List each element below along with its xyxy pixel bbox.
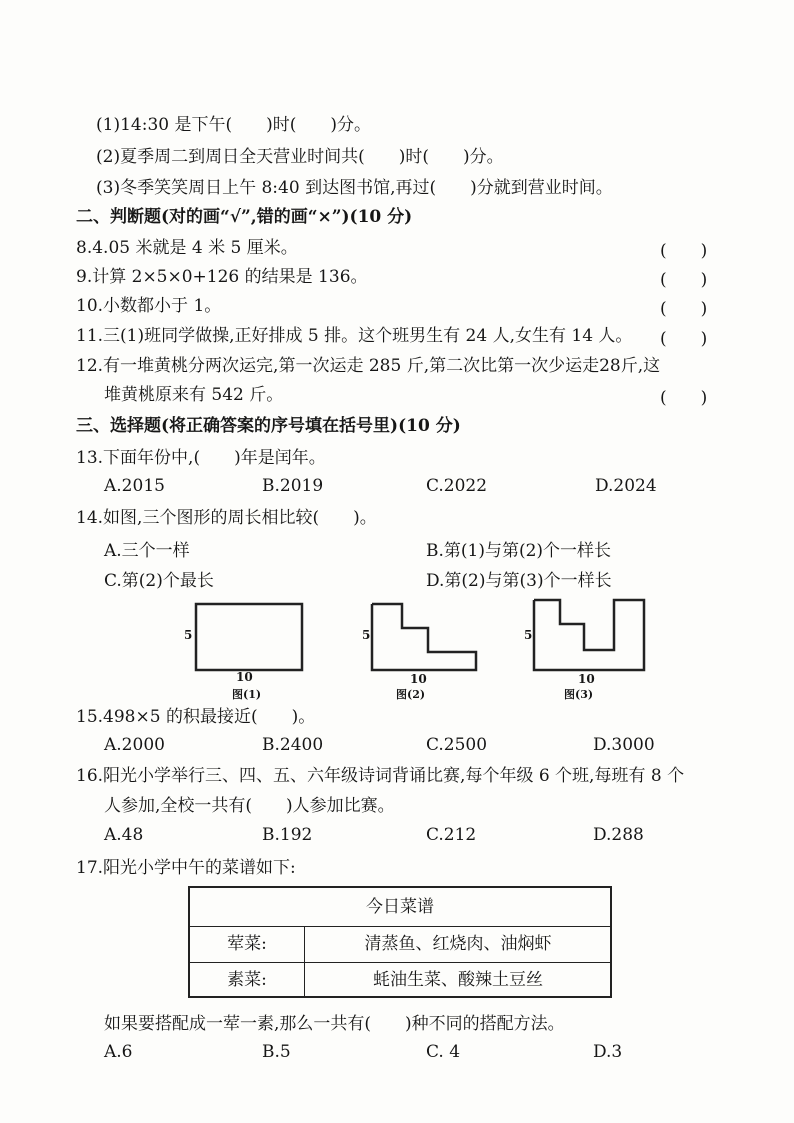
judge-item-12: 12.有一堆黄桃分两次运完,第一次运走 285 斤,第二次比第一次少运走28斤,这 [76, 356, 661, 376]
choice-question-16-line1: 16.阳光小学举行三、四、五、六年级诗词背诵比赛,每个年级 6 个班,每班有 8 个 [76, 766, 685, 786]
menu-items-veg: 蚝油生菜、酸辣土豆丝 [373, 970, 543, 990]
choice-question-16-line2: 人参加,全校一共有( )人参加比赛。 [104, 796, 395, 816]
q13-option-b[interactable]: B.2019 [262, 476, 324, 496]
figure-3-width-label: 10 [578, 672, 595, 686]
choice-question-14: 14.如图,三个图形的周长相比较( )。 [76, 508, 377, 528]
sub-question-1: (1)14:30 是下午( )时( )分。 [96, 115, 372, 135]
menu-table [188, 886, 612, 998]
figure-3-notched [534, 600, 644, 670]
menu-items-meat: 清蒸鱼、红烧肉、油焖虾 [364, 934, 552, 954]
figure-2-height-label: 5 [362, 628, 371, 642]
answer-paren-9[interactable]: ( ) [660, 270, 708, 290]
judge-item-12-cont: 堆黄桃原来有 542 斤。 [104, 385, 284, 405]
q16-option-d[interactable]: D.288 [593, 825, 644, 845]
q17-option-c[interactable]: C. 4 [426, 1042, 461, 1062]
judge-item-8: 8.4.05 米就是 4 米 5 厘米。 [76, 238, 298, 258]
answer-paren-12[interactable]: ( ) [660, 388, 708, 408]
answer-paren-10[interactable]: ( ) [660, 299, 708, 319]
judge-item-9: 9.计算 2×5×0+126 的结果是 136。 [76, 267, 368, 287]
figure-2-width-label: 10 [410, 672, 427, 686]
q14-option-a[interactable]: A.三个一样 [104, 541, 190, 561]
menu-title: 今日菜谱 [190, 888, 610, 927]
figure-1-width-label: 10 [236, 670, 253, 684]
answer-paren-8[interactable]: ( ) [660, 241, 708, 261]
menu-row-veg [190, 962, 610, 998]
section-2-title: 二、判断题(对的画“√”,错的画“×”)(10 分) [76, 207, 413, 227]
sub-question-2: (2)夏季周二到周日全天营业时间共( )时( )分。 [96, 147, 504, 167]
q16-option-c[interactable]: C.212 [426, 825, 477, 845]
q15-option-c[interactable]: C.2500 [426, 735, 488, 755]
figure-3-caption: 图(3) [564, 688, 594, 701]
q14-option-d[interactable]: D.第(2)与第(3)个一样长 [426, 571, 612, 591]
figure-2-staircase [372, 604, 476, 670]
sub-question-3: (3)冬季笑笑周日上午 8:40 到达图书馆,再过( )分就到营业时间。 [96, 178, 613, 198]
answer-paren-11[interactable]: ( ) [660, 329, 708, 349]
section-3-title: 三、选择题(将正确答案的序号填在括号里)(10 分) [76, 416, 461, 436]
figure-1-rectangle [196, 604, 302, 670]
figure-1-height-label: 5 [184, 628, 193, 642]
q13-option-d[interactable]: D.2024 [595, 476, 657, 496]
q17-option-a[interactable]: A.6 [104, 1042, 133, 1062]
judge-item-10: 10.小数都小于 1。 [76, 296, 222, 316]
choice-question-13: 13.下面年份中,( )年是闰年。 [76, 448, 326, 468]
perimeter-figures [180, 594, 740, 704]
q13-option-c[interactable]: C.2022 [426, 476, 488, 496]
menu-category-meat: 荤菜: [190, 926, 305, 962]
q14-option-c[interactable]: C.第(2)个最长 [104, 571, 214, 591]
q13-option-a[interactable]: A.2015 [104, 476, 165, 496]
choice-question-17-prompt: 如果要搭配成一荤一素,那么一共有( )种不同的搭配方法。 [104, 1014, 565, 1034]
q17-option-d[interactable]: D.3 [593, 1042, 623, 1062]
q17-option-b[interactable]: B.5 [262, 1042, 291, 1062]
q15-option-a[interactable]: A.2000 [104, 735, 165, 755]
q14-option-b[interactable]: B.第(1)与第(2)个一样长 [426, 541, 612, 561]
q15-option-d[interactable]: D.3000 [593, 735, 655, 755]
figure-3-height-label: 5 [524, 628, 533, 642]
choice-question-15: 15.498×5 的积最接近( )。 [76, 707, 316, 727]
judge-item-11: 11.三(1)班同学做操,正好排成 5 排。这个班男生有 24 人,女生有 14 人。 [76, 326, 633, 346]
menu-category-veg: 素菜: [190, 962, 305, 998]
menu-row-meat [190, 926, 610, 963]
q16-option-b[interactable]: B.192 [262, 825, 313, 845]
figure-2-caption: 图(2) [396, 688, 426, 701]
q16-option-a[interactable]: A.48 [104, 825, 144, 845]
q15-option-b[interactable]: B.2400 [262, 735, 324, 755]
choice-question-17: 17.阳光小学中午的菜谱如下: [76, 858, 296, 878]
figure-1-caption: 图(1) [232, 688, 262, 701]
